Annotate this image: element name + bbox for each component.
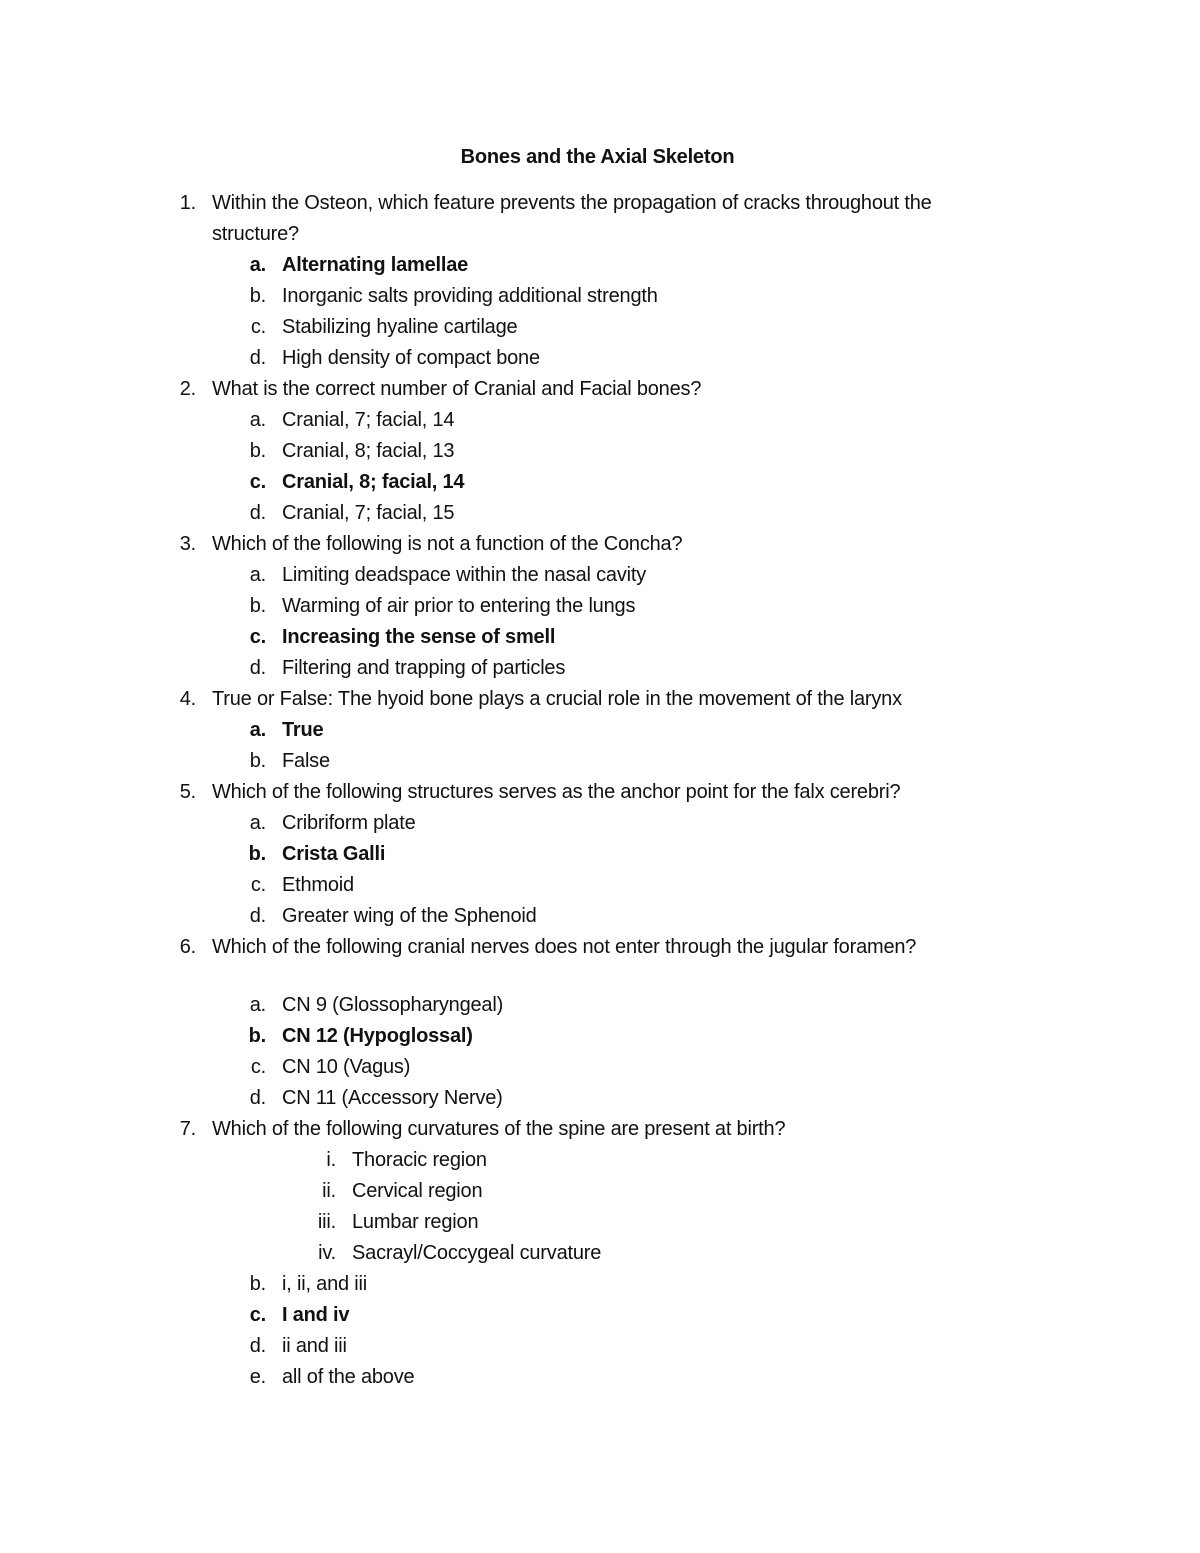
answer-option-text: Inorganic salts providing additional strength <box>282 285 658 307</box>
answer-option-correct-text: True <box>282 719 324 741</box>
answer-option-correct-text: Increasing the sense of smell <box>282 626 556 648</box>
roman-item-marker: iv. <box>318 1242 336 1264</box>
answer-option-text: Cranial, 7; facial, 14 <box>282 409 455 431</box>
answer-option-correct-text: I and iv <box>282 1304 350 1326</box>
answer-option-marker: a. <box>249 564 266 586</box>
answer-option-marker: a. <box>249 409 266 431</box>
question-stem-continuation-text: structure? <box>212 223 299 245</box>
answer-option-text: Warming of air prior to entering the lungs <box>282 595 636 617</box>
roman-item-text: Cervical region <box>352 1180 483 1202</box>
answer-option-marker: d. <box>249 502 266 524</box>
answer-option-marker: d. <box>249 1087 266 1109</box>
answer-option-correct-marker: b. <box>248 843 266 865</box>
answer-option-marker: b. <box>249 440 266 462</box>
answer-option-marker: b. <box>249 595 266 617</box>
answer-option-correct-text: Alternating lamellae <box>282 254 469 276</box>
answer-option-marker: d. <box>249 905 266 927</box>
answer-option-correct-text: CN 12 (Hypoglossal) <box>282 1025 473 1047</box>
question-stem-marker: 5. <box>179 781 196 803</box>
roman-item-marker: ii. <box>322 1180 336 1202</box>
answer-option-text: Ethmoid <box>282 874 354 896</box>
answer-option-correct-marker: b. <box>248 1025 266 1047</box>
answer-option-marker: b. <box>249 285 266 307</box>
answer-option-marker: c. <box>250 874 266 896</box>
answer-option-text: Cranial, 8; facial, 13 <box>282 440 455 462</box>
answer-option-correct-marker: c. <box>249 626 266 648</box>
answer-option-correct-marker: a. <box>249 254 266 276</box>
answer-option-correct-text: Cranial, 8; facial, 14 <box>282 471 465 493</box>
answer-option-correct-text: Crista Galli <box>282 843 386 865</box>
answer-option-text: ii and iii <box>282 1335 347 1357</box>
answer-option-correct-marker: a. <box>249 719 266 741</box>
roman-item-text: Sacrayl/Coccygeal curvature <box>352 1242 602 1264</box>
question-stem-text: Within the Osteon, which feature prevents the propagation of cracks throughout the <box>212 192 932 214</box>
roman-item-marker: i. <box>326 1149 336 1171</box>
question-stem-marker: 2. <box>179 378 196 400</box>
question-stem-marker: 3. <box>179 533 196 555</box>
answer-option-text: High density of compact bone <box>282 347 540 369</box>
question-stem-marker: 6. <box>179 936 196 958</box>
answer-option-text: Cribriform plate <box>282 812 416 834</box>
answer-option-marker: b. <box>249 750 266 772</box>
question-stem-marker: 4. <box>179 688 196 710</box>
question-stem-text: Which of the following cranial nerves does not enter through the jugular foramen? <box>212 936 917 958</box>
question-stem-text: Which of the following is not a function of the Concha? <box>212 533 683 555</box>
answer-option-correct-marker: c. <box>249 471 266 493</box>
answer-option-marker: a. <box>249 812 266 834</box>
answer-option-text: False <box>282 750 330 772</box>
roman-item-marker: iii. <box>317 1211 336 1233</box>
answer-option-text: CN 10 (Vagus) <box>282 1056 411 1078</box>
question-stem-text: What is the correct number of Cranial and Facial bones? <box>212 378 702 400</box>
answer-option-text: Limiting deadspace within the nasal cavity <box>282 564 647 586</box>
answer-option-text: Cranial, 7; facial, 15 <box>282 502 455 524</box>
answer-option-text: Filtering and trapping of particles <box>282 657 566 679</box>
document-title: Bones and the Axial Skeleton <box>460 146 735 168</box>
question-stem-text: True or False: The hyoid bone plays a crucial role in the movement of the larynx <box>212 688 902 710</box>
roman-item-text: Thoracic region <box>352 1149 487 1171</box>
answer-option-marker: e. <box>249 1366 266 1388</box>
answer-option-marker: d. <box>249 1335 266 1357</box>
question-stem-text: Which of the following structures serves as the anchor point for the falx cerebri? <box>212 781 901 803</box>
answer-option-marker: a. <box>249 994 266 1016</box>
roman-item-text: Lumbar region <box>352 1211 479 1233</box>
answer-option-marker: d. <box>249 657 266 679</box>
answer-option-marker: d. <box>249 347 266 369</box>
question-stem-marker: 7. <box>179 1118 196 1140</box>
answer-option-text: CN 9 (Glossopharyngeal) <box>282 994 504 1016</box>
answer-option-text: all of the above <box>282 1366 415 1388</box>
question-stem-text: Which of the following curvatures of the spine are present at birth? <box>212 1118 786 1140</box>
answer-option-marker: b. <box>249 1273 266 1295</box>
answer-option-text: i, ii, and iii <box>282 1273 368 1295</box>
answer-option-marker: c. <box>250 316 266 338</box>
answer-option-text: CN 11 (Accessory Nerve) <box>282 1087 503 1109</box>
answer-option-marker: c. <box>250 1056 266 1078</box>
answer-option-correct-marker: c. <box>249 1304 266 1326</box>
question-stem-marker: 1. <box>179 192 196 214</box>
answer-option-text: Stabilizing hyaline cartilage <box>282 316 518 338</box>
answer-option-text: Greater wing of the Sphenoid <box>282 905 537 927</box>
